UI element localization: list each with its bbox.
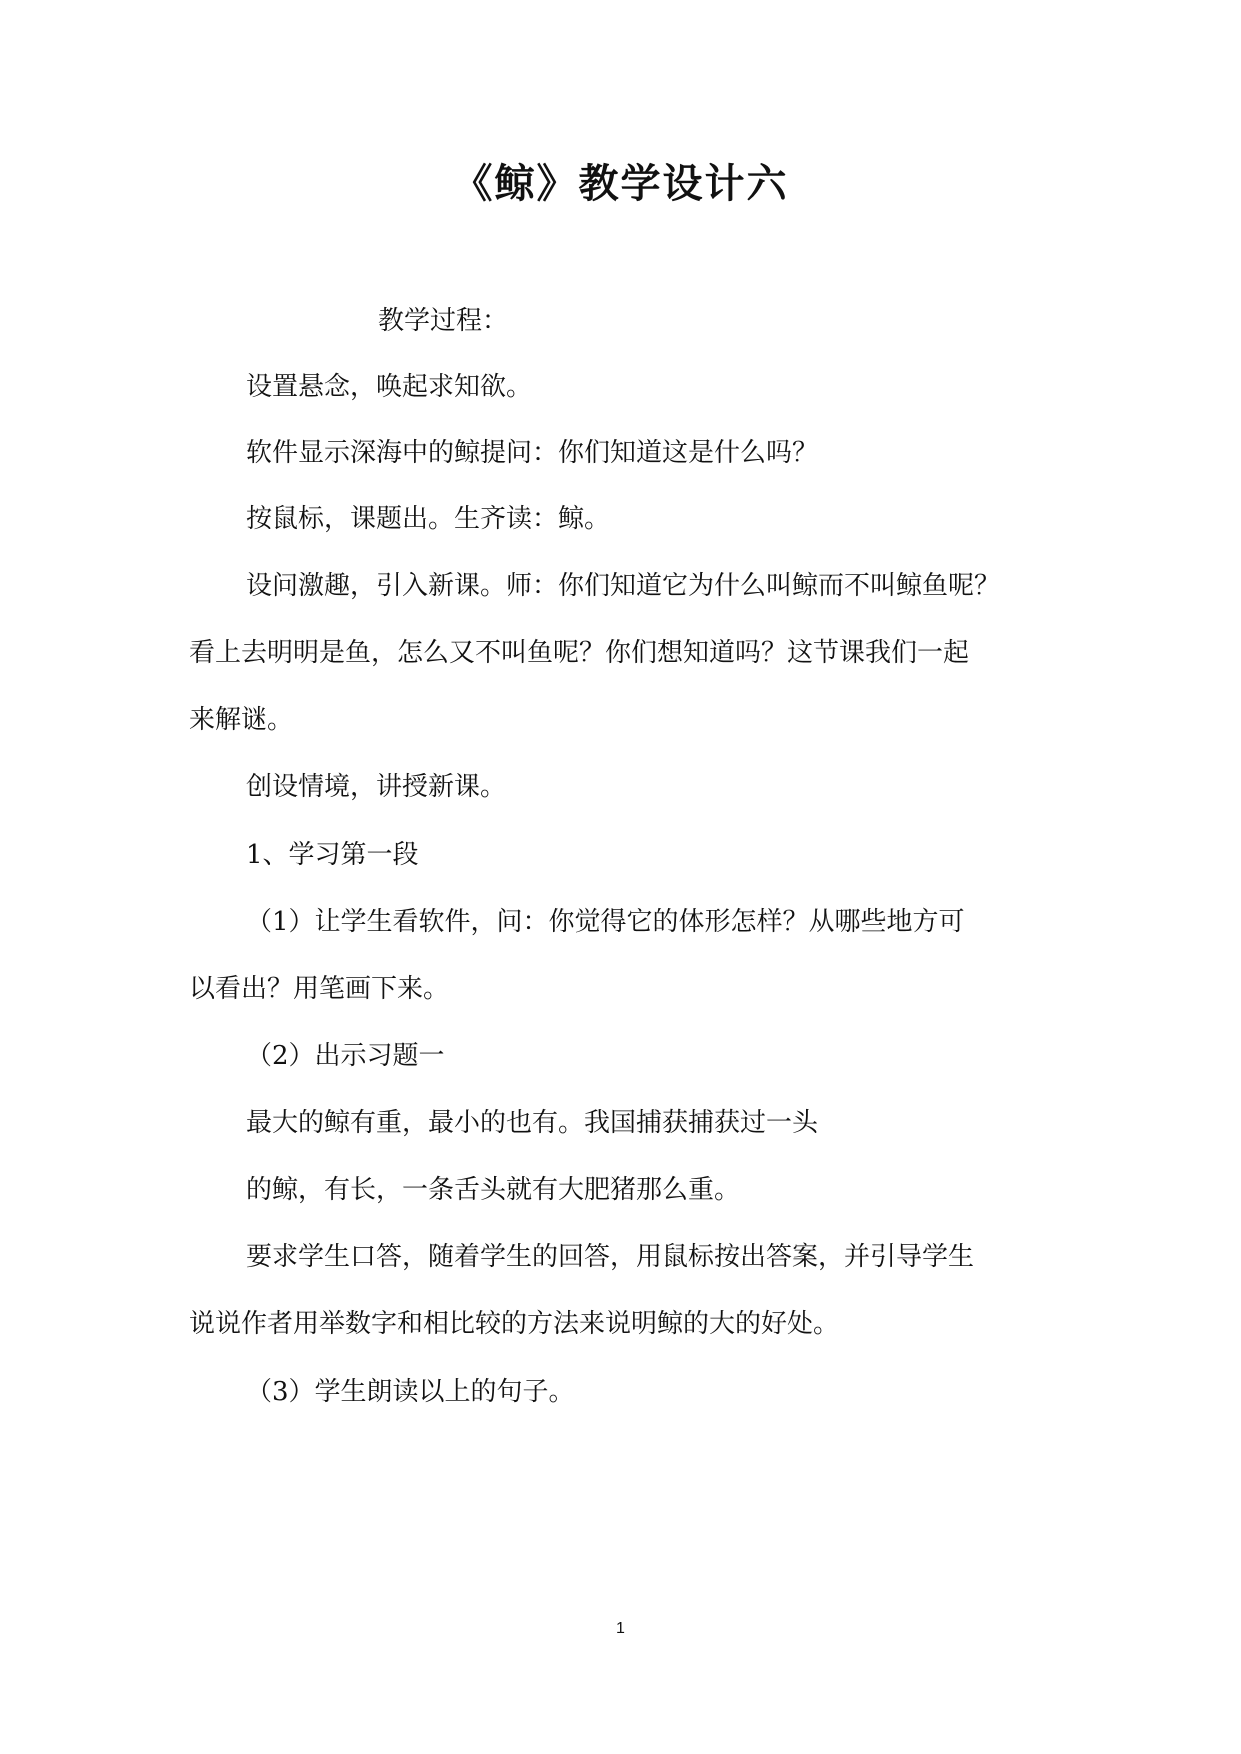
- paragraph-line: 说说作者用举数字和相比较的方法来说明鲸的大的好处。: [189, 1309, 840, 1339]
- paragraph-line: 的鲸，有长，一条舌头就有大肥猪那么重。: [246, 1175, 741, 1205]
- paragraph-line: 看上去明明是鱼，怎么又不叫鱼呢？你们想知道吗？这节课我们一起: [189, 638, 970, 668]
- paragraph-line: 设问激趣，引入新课。师：你们知道它为什么叫鲸而不叫鲸鱼呢？: [246, 571, 1001, 601]
- paragraph-line: 教学过程：: [378, 306, 509, 336]
- paragraph-line: 以看出？用笔画下来。: [189, 974, 450, 1004]
- paragraph-line: 软件显示深海中的鲸提问：你们知道这是什么吗？: [246, 438, 819, 468]
- paragraph-line: （1）让学生看软件，问：你觉得它的体形怎样？从哪些地方可: [246, 907, 965, 937]
- paragraph-line: 设置悬念，唤起求知欲。: [246, 372, 533, 402]
- paragraph-line: 1、学习第一段: [246, 840, 419, 870]
- paragraph-line: 最大的鲸有重，最小的也有。我国捕获捕获过一头: [246, 1108, 819, 1138]
- paragraph-line: 按鼠标，课题出。生齐读：鲸。: [246, 504, 611, 534]
- paragraph-line: 来解谜。: [189, 705, 294, 735]
- page-number: 1: [616, 1620, 625, 1637]
- paragraph-line: 要求学生口答，随着学生的回答，用鼠标按出答案，并引导学生: [246, 1242, 975, 1272]
- paragraph-line: 创设情境，讲授新课。: [246, 772, 507, 802]
- document-title: 《鲸》教学设计六: [452, 161, 789, 207]
- paragraph-line: （3）学生朗读以上的句子。: [246, 1377, 575, 1407]
- paragraph-line: （2）出示习题一: [246, 1041, 445, 1071]
